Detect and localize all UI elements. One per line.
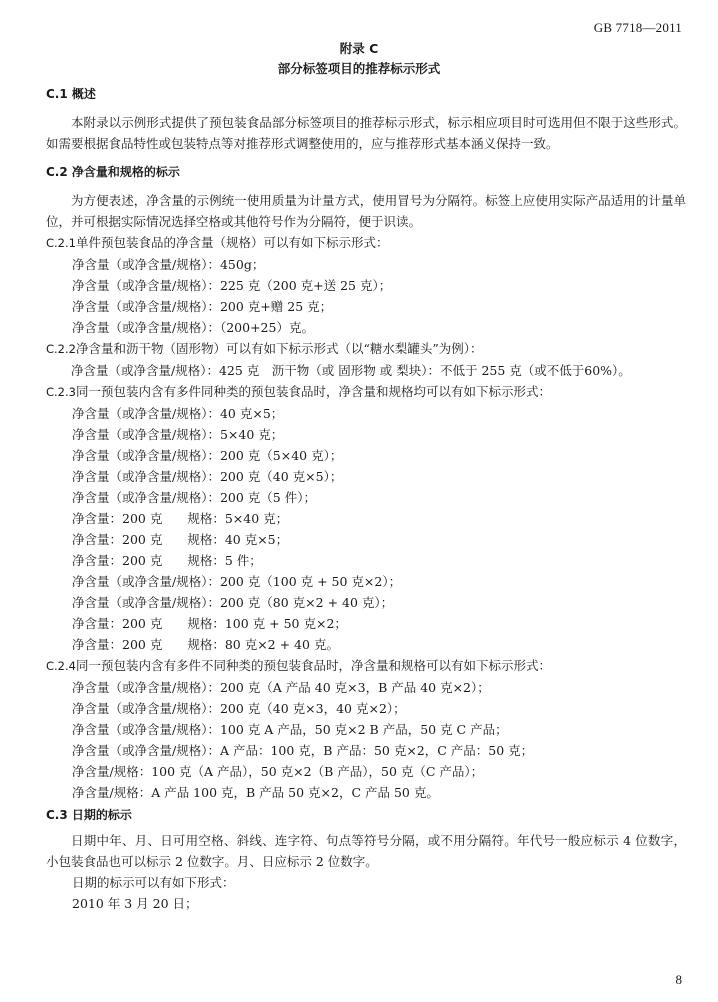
example-line: 净含量：200 克 规格：80 克×2 + 40 克。 (72, 637, 339, 652)
example-line: 净含量：200 克 规格：5×40 克； (72, 511, 289, 526)
example-line: 净含量（或净含量/规格）：（200+25）克。 (72, 320, 314, 335)
subsection-number: C.2.3 (46, 385, 76, 399)
document-body (46, 82, 686, 914)
subsection-number: C.2.4 (46, 659, 76, 673)
example-line: 净含量（或净含量/规格）：200 克（A 产品 40 克×3，B 产品 40 克×2）； (72, 680, 490, 695)
subsection-text: 同一预包装内含有多件同种类的预包装食品时，净含量和规格均可以有如下标示形式： (75, 384, 551, 399)
date-paragraph: 日期中年、月、日可用空格、斜线、连字符、句点等符号分隔，或不用分隔符。年代号一般应标示 4 位数字，小包装食品也可以标示 2 位数字。月、日应标示 2 位数字。 (46, 833, 686, 869)
appendix-title: 部分标签项目的推荐标示形式 (277, 61, 441, 76)
section-heading-c2: C.2 净含量和规格的标示 (46, 165, 180, 179)
example-line: 净含量/规格：100 克（A 产品），50 克×2（B 产品），50 克（C 产品）； (72, 764, 484, 779)
example-line: 净含量（或净含量/规格）：450g； (72, 257, 265, 272)
section-c2 (46, 160, 686, 803)
example-line: 净含量（或净含量/规格）：225 克（200 克+送 25 克）； (72, 278, 392, 293)
example-line: 净含量（或净含量/规格）：40 克×5； (72, 406, 284, 421)
subsection-c2-4 (46, 655, 686, 677)
example-line: 净含量（或净含量/规格）：200 克（40 克×5）； (72, 469, 343, 484)
example-line: 净含量：200 克 规格：100 克 + 50 克×2； (72, 616, 347, 631)
subsection-text: 同一预包装内含有多件不同种类的预包装食品时，净含量和规格可以有如下标示形式： (75, 658, 551, 673)
standard-code: GB 7718—2011 (593, 20, 682, 35)
section-c1 (46, 82, 686, 154)
page-number: 8 (675, 972, 682, 987)
date-example: 2010 年 3 月 20 日； (72, 896, 198, 911)
example-line: 净含量（或净含量/规格）：5×40 克； (72, 427, 284, 442)
example-line: 净含量（或净含量/规格）：200 克（5 件）； (72, 490, 316, 505)
subsection-number: C.2.2 (46, 342, 76, 356)
appendix-label: 附录 C (339, 41, 379, 56)
date-block (46, 830, 686, 914)
example-line: 净含量/规格：A 产品 100 克，B 产品 50 克×2，C 产品 50 克。 (72, 785, 439, 800)
example-line: 净含量：200 克 规格：40 克×5； (72, 532, 289, 547)
subsection-c2-3 (46, 381, 686, 403)
example-line: 净含量（或净含量/规格）：100 克 A 产品，50 克×2 B 产品，50 克 C 产品； (72, 722, 508, 737)
example-line: 净含量（或净含量/规格）：200 克（40 克×3，40 克×2）； (72, 701, 406, 716)
overview-paragraph: 本附录以示例形式提供了预包装食品部分标签项目的推荐标示形式，标示相应项目时可选用但不限于这些形式。如需要根据食品特性或包装特点等对推荐形式调整使用的，应与推荐形式基本涵义保持一致。 (46, 115, 686, 151)
section-c3 (46, 803, 686, 914)
example-line: 净含量（或净含量/规格）：200 克+赠 25 克； (72, 299, 333, 314)
net-content-paragraph: 为方便表述，净含量的示例统一使用质量为计量方式，使用冒号为分隔符。标签上应使用实际产品适用的计量单位，并可根据实际情况选择空格或其他符号作为分隔符，便于识读。 (46, 193, 686, 229)
subsection-text: 单件预包装食品的净含量（规格）可以有如下标示形式： (75, 235, 389, 250)
example-line: 净含量：200 克 规格：5 件； (72, 553, 262, 568)
example-line: 净含量（或净含量/规格）：200 克（100 克 + 50 克×2）； (72, 574, 402, 589)
example-line: 净含量（或净含量/规格）：200 克（5×40 克）； (72, 448, 343, 463)
subsection-c2-2 (46, 338, 686, 360)
example-line: 净含量（或净含量/规格）：200 克（80 克×2 + 40 克）； (72, 595, 394, 610)
section-heading-c3: C.3 日期的标示 (46, 808, 132, 822)
subsection-number: C.2.1 (46, 236, 76, 250)
section-heading-c1: C.1 概述 (46, 87, 96, 101)
subsection-c2-1 (46, 232, 686, 254)
example-paragraph: 净含量（或净含量/规格）：425 克 沥干物（或 固形物 或 梨块）：不低于 255 克（或不低于60%）。 (71, 363, 631, 378)
subsection-text: 净含量和沥干物（固形物）可以有如下标示形式（以“糖水梨罐头”为例）： (75, 341, 483, 356)
example-line: 净含量（或净含量/规格）：A 产品：100 克，B 产品：50 克×2，C 产品：50 克； (72, 743, 534, 758)
date-intro: 日期的标示可以有如下形式： (72, 875, 235, 890)
